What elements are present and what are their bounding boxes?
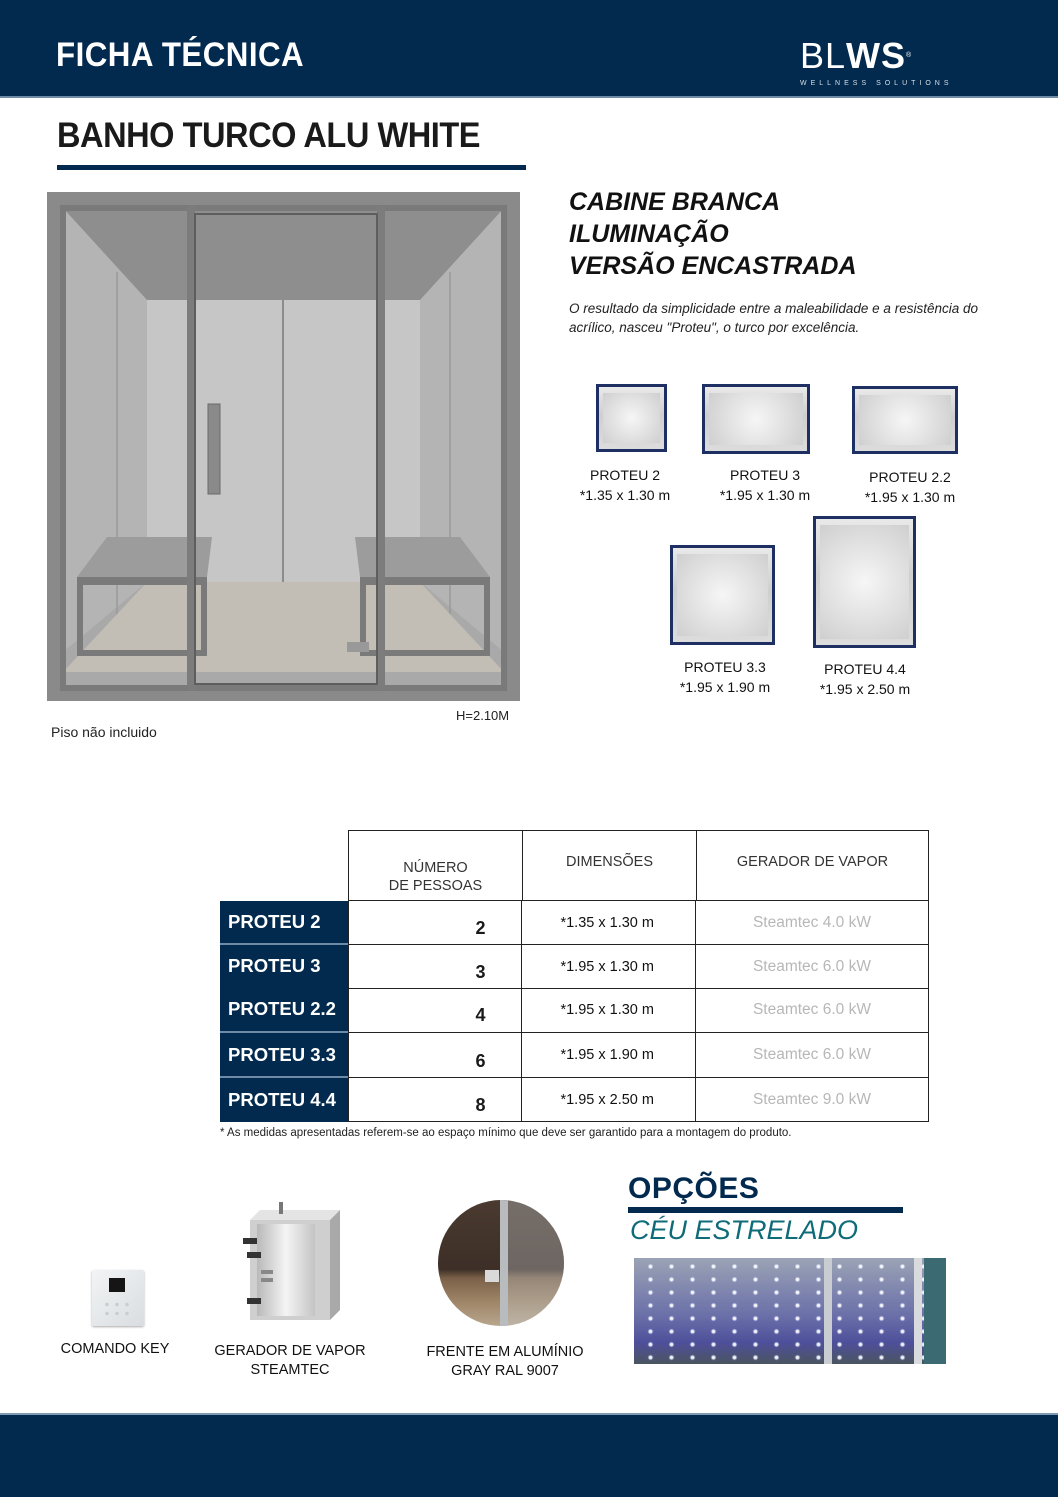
cell-generator: Steamtec 6.0 kW bbox=[752, 1000, 871, 1018]
logo-text-bold: WS bbox=[846, 35, 907, 76]
model-size: *1.95 x 1.30 m bbox=[864, 489, 956, 505]
accessory-name: COMANDO KEY bbox=[60, 1341, 170, 1357]
height-label: H=2.10M bbox=[456, 708, 510, 723]
table-footnote: * As medidas apresentadas referem-se ao espaço mínimo que deve ser garantido para a montagem do produto. bbox=[220, 1127, 792, 1139]
cell-dimensions: *1.95 x 1.90 m bbox=[522, 1033, 695, 1077]
accessory-name-line2: GRAY RAL 9007 bbox=[451, 1363, 559, 1379]
accessory-name-line2: STEAMTEC bbox=[250, 1362, 330, 1378]
cell-generator: Steamtec 9.0 kW bbox=[752, 1090, 871, 1108]
model-label bbox=[700, 465, 830, 505]
row-model-name: PROTEU 2 bbox=[220, 901, 348, 945]
accessory-name: GERADOR DE VAPOR bbox=[214, 1343, 366, 1359]
logo-registered-mark: ® bbox=[906, 52, 913, 59]
model-thumbnail-proteu-2 bbox=[596, 384, 667, 452]
table-row bbox=[220, 987, 929, 1033]
model-size: *1.95 x 2.50 m bbox=[819, 681, 911, 697]
model-label bbox=[560, 465, 690, 505]
model-label bbox=[660, 657, 790, 697]
cell-dimensions: *1.95 x 2.50 m bbox=[522, 1078, 695, 1121]
cell-dimensions: *1.95 x 1.30 m bbox=[522, 987, 695, 1032]
brand-logo bbox=[800, 35, 953, 87]
cell-persons: 4 bbox=[349, 987, 522, 1032]
footer-bar bbox=[0, 1413, 1058, 1497]
aluminium-front-image bbox=[438, 1200, 564, 1326]
cell-persons: 6 bbox=[349, 1033, 522, 1077]
table-row bbox=[220, 901, 929, 945]
accessory-name: FRENTE EM ALUMÍNIO bbox=[426, 1344, 584, 1360]
model-size: *1.35 x 1.30 m bbox=[579, 487, 671, 503]
header-line: NÚMERO bbox=[403, 859, 468, 876]
model-name: PROTEU 3 bbox=[729, 467, 800, 483]
model-size: *1.95 x 1.30 m bbox=[719, 487, 811, 503]
row-model-name: PROTEU 3 bbox=[220, 945, 348, 989]
product-title: BANHO TURCO ALU WHITE bbox=[57, 116, 480, 155]
options-subtitle: CÉU ESTRELADO bbox=[630, 1215, 859, 1245]
header-line: DE PESSOAS bbox=[388, 877, 483, 894]
column-header-generator: GERADOR DE VAPOR bbox=[736, 854, 889, 870]
accessory-label bbox=[205, 1342, 375, 1380]
starry-sky-image bbox=[634, 1258, 946, 1364]
accessory-label bbox=[410, 1343, 600, 1381]
table-header bbox=[348, 830, 929, 901]
row-model-name: PROTEU 3.3 bbox=[220, 1033, 348, 1078]
options-title: OPÇÕES bbox=[628, 1172, 760, 1205]
model-thumbnail-proteu-4-4 bbox=[813, 516, 916, 648]
logo-tagline: WELLNESS SOLUTIONS bbox=[800, 80, 953, 87]
cell-generator: Steamtec 6.0 kW bbox=[752, 957, 871, 975]
model-label bbox=[845, 467, 975, 507]
column-header-persons bbox=[349, 831, 523, 900]
model-name: PROTEU 2.2 bbox=[869, 469, 951, 485]
feature-item: CABINE BRANCA bbox=[569, 188, 781, 216]
steam-generator-image bbox=[235, 1200, 345, 1325]
feature-item: VERSÃO ENCASTRADA bbox=[569, 252, 857, 280]
cell-persons: 8 bbox=[349, 1078, 522, 1121]
cell-persons: 3 bbox=[349, 945, 522, 988]
cell-persons: 2 bbox=[349, 901, 522, 944]
row-model-name: PROTEU 4.4 bbox=[220, 1078, 348, 1122]
model-label bbox=[800, 659, 930, 699]
row-model-name: PROTEU 2.2 bbox=[220, 987, 348, 1033]
page-header-title: FICHA TÉCNICA bbox=[56, 36, 305, 74]
table-row bbox=[220, 1078, 929, 1122]
model-name: PROTEU 2 bbox=[589, 467, 660, 483]
column-header-dimensions: DIMENSÕES bbox=[523, 831, 697, 900]
model-thumbnail-proteu-3 bbox=[702, 384, 810, 454]
cell-dimensions: *1.35 x 1.30 m bbox=[522, 901, 695, 944]
options-underline bbox=[628, 1207, 903, 1213]
cell-generator: Steamtec 4.0 kW bbox=[752, 913, 871, 931]
title-underline bbox=[57, 165, 526, 170]
logo-text-thin: BL bbox=[800, 35, 847, 76]
floor-note: Piso não incluido bbox=[51, 724, 157, 740]
feature-list bbox=[569, 186, 857, 282]
model-name: PROTEU 4.4 bbox=[824, 661, 906, 677]
cabin-illustration bbox=[47, 192, 520, 701]
model-name: PROTEU 3.3 bbox=[684, 659, 766, 675]
table-row bbox=[220, 945, 929, 989]
feature-item: ILUMINAÇÃO bbox=[569, 220, 729, 248]
accessory-label bbox=[40, 1340, 190, 1359]
model-size: *1.95 x 1.90 m bbox=[679, 679, 771, 695]
model-thumbnail-proteu-2-2 bbox=[852, 386, 958, 454]
product-description: O resultado da simplicidade entre a maleabilidade e a resistência do acrílico, nasceu "Proteu", o turco por excelência. bbox=[569, 301, 978, 335]
table-row bbox=[220, 1033, 929, 1078]
cell-dimensions: *1.95 x 1.30 m bbox=[522, 945, 695, 988]
model-thumbnail-proteu-3-3 bbox=[670, 545, 775, 645]
control-panel-image bbox=[92, 1270, 144, 1326]
cell-generator: Steamtec 6.0 kW bbox=[752, 1046, 871, 1063]
